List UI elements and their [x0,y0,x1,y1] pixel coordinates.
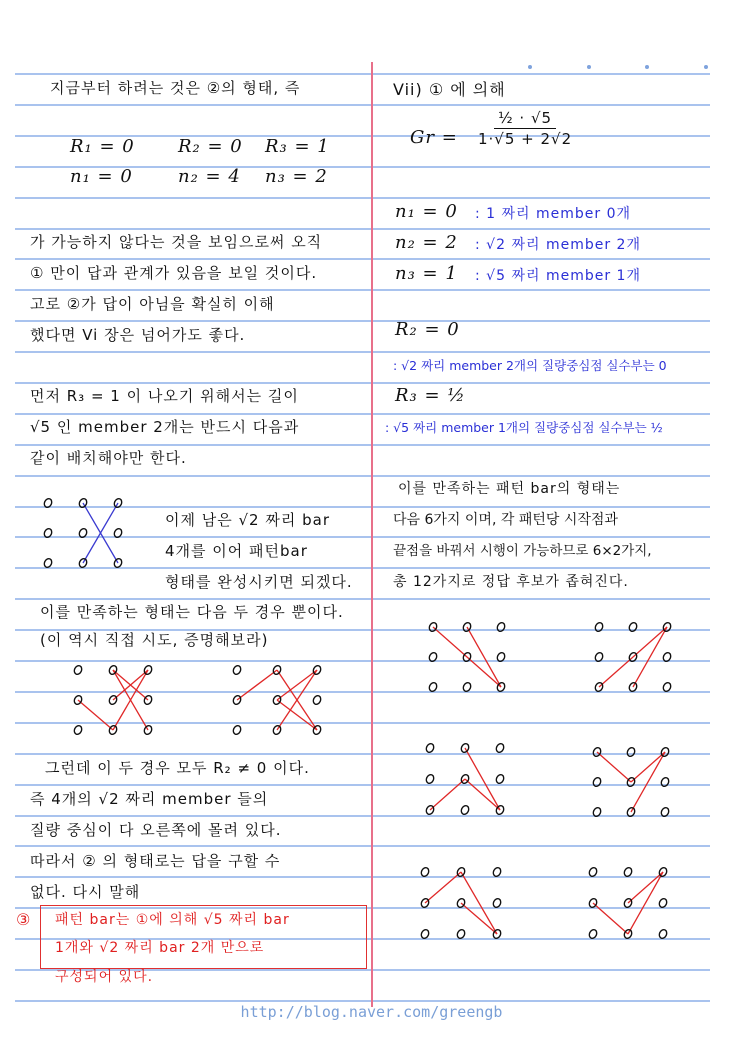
boxed-line: 패턴 bar는 ①에 의해 √5 짜리 bar [55,912,290,928]
n3-note: : √5 짜리 member 1개 [475,268,641,284]
text-line: 이를 만족하는 패턴 bar의 형태는 [398,481,621,497]
grid-node [594,651,604,662]
n2-note: : √2 짜리 member 2개 [475,237,641,253]
bar-segment [631,752,665,812]
n1-eq: n₁ = 0 [70,166,133,187]
pattern-grid [73,664,153,735]
grid-node [420,928,430,939]
grid-node [588,928,598,939]
grid-node [660,806,670,817]
grid-node [660,776,670,787]
grid-node [113,527,123,538]
text-line: 했다면 Vi 장은 넘어가도 좋다. [30,326,246,344]
text-line: 고로 ②가 답이 아님을 확실히 이해 [30,295,275,313]
text-line: 따라서 ② 의 형태로는 답을 구할 수 [30,852,281,870]
grid-node [592,776,602,787]
bar-segment [461,872,497,934]
bar-segment [425,872,461,903]
text-line: ① 만이 답과 관계가 있음을 보일 것이다. [30,264,318,282]
grid-node [43,557,53,568]
r2-eq: R₂ = 0 [178,136,243,157]
grid-node [78,527,88,538]
n1-note: : 1 짜리 member 0개 [475,206,632,222]
text-line: 가 가능하지 않다는 것을 보임으로써 오직 [30,233,323,251]
text-line: 먼저 R₃ = 1 이 나오기 위해서는 길이 [30,387,299,405]
grid-node [462,681,472,692]
text-line: 이제 남은 √2 짜리 bar [165,511,330,529]
grid-node [73,724,83,735]
gr-numerator: ½ · √5 [494,108,556,129]
grid-node [496,651,506,662]
grid-node [626,746,636,757]
section-heading: Vii) ① 에 의해 [393,80,506,99]
text-line: √5 인 member 2개는 반드시 다음과 [30,418,300,436]
pattern-grid [420,866,502,939]
bar-segment [628,872,663,903]
grid-node [594,621,604,632]
n2-eq: n₂ = 2 [395,232,458,253]
bar-segment [633,627,667,687]
grid-node [588,866,598,877]
bar-segment [277,670,317,700]
text-line: 같이 배치해야만 한다. [30,449,187,467]
blog-url: http://blog.naver.com/greengb [240,1003,503,1021]
pattern-grid [232,664,322,735]
r1-eq: R₁ = 0 [70,136,135,157]
grid-node [456,928,466,939]
grid-node [592,806,602,817]
boxed-line: 구성되어 있다. [55,969,154,985]
grid-node [73,664,83,675]
bar-segment [465,779,500,810]
bar-segment [467,627,501,687]
bar-segment [599,627,667,687]
r3-note: : √5 짜리 member 1개의 질량중심점 실수부는 ½ [385,420,663,435]
grid-node [492,866,502,877]
text-line: 이를 만족하는 형태는 다음 두 경우 뿐이다. [40,603,344,621]
grid-node [312,694,322,705]
grid-node [623,866,633,877]
grid-node [43,497,53,508]
gr-label: Gr = [410,127,458,148]
grid-node [425,773,435,784]
text-line: 다음 6가지 이며, 각 패턴당 시작점과 [393,512,618,528]
grid-node [43,527,53,538]
grid-node [428,681,438,692]
grid-node [420,866,430,877]
n3-eq: n₃ = 1 [395,263,458,284]
circled-mark: ③ [16,910,32,929]
grid-node [232,664,242,675]
bar-segment [430,779,465,810]
bar-segment [631,752,665,782]
r2-eq: R₂ = 0 [395,319,460,340]
bar-segment [593,903,628,934]
pattern-grid [588,866,668,939]
boxed-line: 1개와 √2 짜리 bar 2개 만으로 [55,940,265,956]
n2-eq: n₂ = 4 [178,166,241,187]
pattern-grid [428,621,506,692]
bar-segment [277,700,317,730]
grid-node [428,651,438,662]
text-line: 4개를 이어 패턴bar [165,542,308,560]
grid-node [496,621,506,632]
bar-segment [461,903,497,934]
pattern-grid [43,497,123,568]
pattern-grid [594,621,672,692]
r2-note: : √2 짜리 member 2개의 질량중심점 실수부는 0 [393,358,667,373]
bar-segment [433,627,501,687]
bar-segment [597,752,631,782]
r3-eq: R₃ = ½ [395,385,466,406]
grid-node [495,742,505,753]
grid-node [232,724,242,735]
text-line: 없다. 다시 말해 [30,883,141,901]
grid-node [495,773,505,784]
n1-eq: n₁ = 0 [395,201,458,222]
text-line: 그런데 이 두 경우 모두 R₂ ≠ 0 이다. [45,759,310,777]
text-line: 형태를 완성시키면 되겠다. [165,573,353,591]
text-line: 끝점을 바꿔서 시행이 가능하므로 6×2가지, [393,543,652,559]
bar-segment [628,872,663,934]
text-line: (이 역시 직접 시도, 증명해보라) [40,631,269,649]
r3-eq: R₃ = 1 [265,136,330,157]
grid-node [662,681,672,692]
text-line: 즉 4개의 √2 짜리 member 들의 [30,790,269,808]
bar-segment [237,670,277,700]
pattern-grid [592,746,670,817]
grid-node [460,804,470,815]
bar-segment [78,700,113,730]
grid-node [425,742,435,753]
n3-eq: n₃ = 2 [265,166,328,187]
grid-node [662,651,672,662]
grid-node [658,928,668,939]
grid-node [658,897,668,908]
pattern-grid [425,742,505,815]
gr-denominator: 1·√5 + 2√2 [478,130,573,148]
grid-node [628,621,638,632]
intro-line: 지금부터 하려는 것은 ②의 형태, 즉 [50,79,301,97]
bar-segment [465,748,500,810]
grid-node [492,897,502,908]
text-line: 총 12가지로 정답 후보가 좁혀진다. [393,574,629,590]
text-line: 질량 중심이 다 오른쪽에 몰려 있다. [30,821,282,839]
